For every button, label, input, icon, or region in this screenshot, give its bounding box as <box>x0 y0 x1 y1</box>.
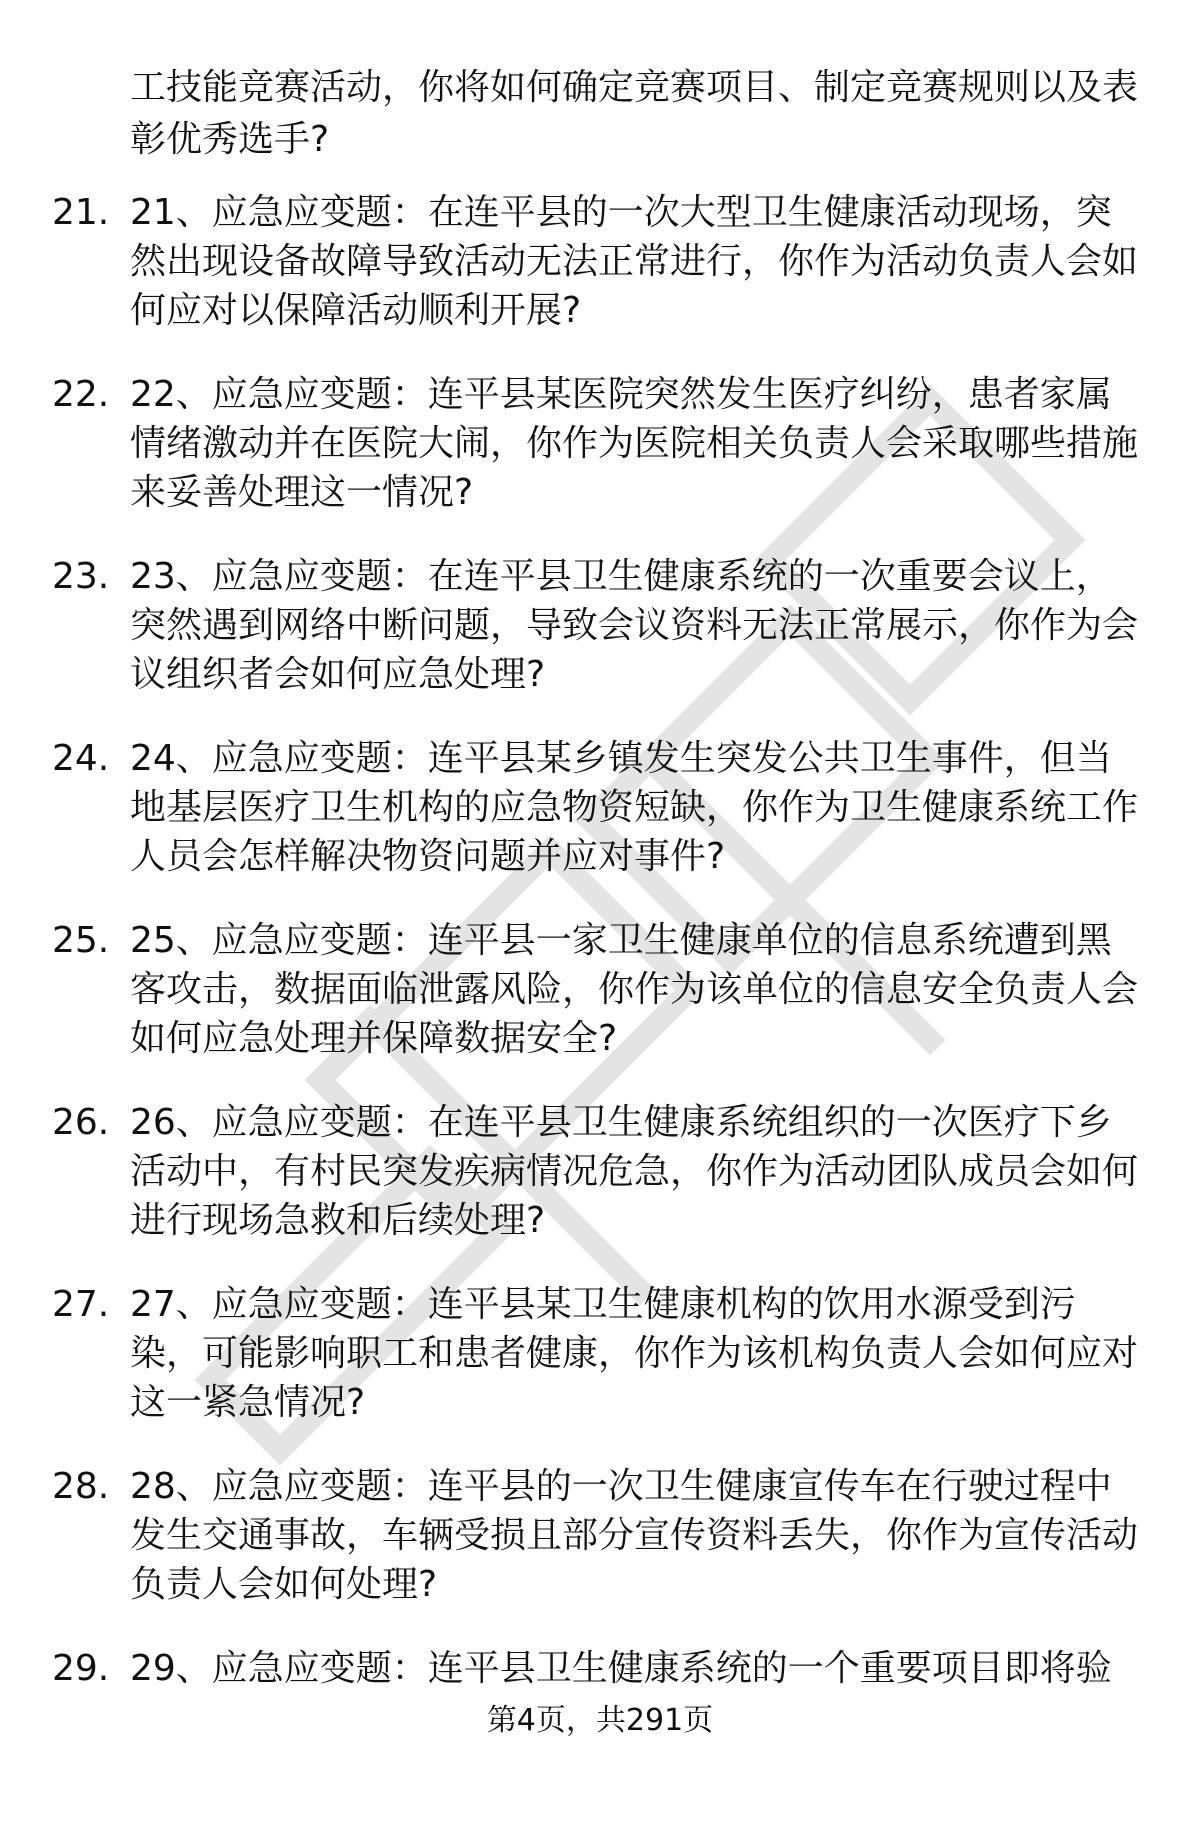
item-number: 29. <box>52 1648 110 1689</box>
item-text: 27、应急应变题：连平县某卫生健康机构的饮用水源受到污染，可能影响职工和患者健康，你作为该机构负责人会如何应对这一紧急情况? <box>130 1284 1139 1423</box>
list-item <box>0 734 1200 881</box>
item-number: 21. <box>52 192 110 233</box>
list-item <box>0 1098 1200 1245</box>
continuation-paragraph: 工技能竞赛活动，你将如何确定竞赛项目、制定竞赛规则以及表彰优秀选手? <box>130 67 1139 160</box>
item-text: 21、应急应变题：在连平县的一次大型卫生健康活动现场，突然出现设备故障导致活动无法正常进行，你作为活动负责人会如何应对以保障活动顺利开展? <box>130 192 1139 331</box>
list-item <box>0 188 1200 335</box>
list-item <box>0 552 1200 699</box>
item-text: 25、应急应变题：连平县一家卫生健康单位的信息系统遭到黑客攻击，数据面临泄露风险，你作为该单位的信息安全负责人会如何应急处理并保障数据安全? <box>130 920 1139 1059</box>
item-number: 24. <box>52 738 110 779</box>
item-text: 24、应急应变题：连平县某乡镇发生突发公共卫生事件，但当地基层医疗卫生机构的应急物资短缺，你作为卫生健康系统工作人员会怎样解决物资问题并应对事件? <box>130 738 1139 877</box>
item-number: 26. <box>52 1102 110 1143</box>
item-number: 28. <box>52 1466 110 1507</box>
question-list <box>0 188 1200 1826</box>
item-text: 29、应急应变题：连平县卫生健康系统的一个重要项目即将验 <box>130 1648 1112 1689</box>
page-footer: 第4页，共291页 <box>486 1703 714 1738</box>
list-item <box>0 916 1200 1063</box>
item-number: 27. <box>52 1284 110 1325</box>
list-item <box>0 1280 1200 1427</box>
item-number: 23. <box>52 556 110 597</box>
item-number: 25. <box>52 920 110 961</box>
item-number: 22. <box>52 374 110 415</box>
item-text: 23、应急应变题：在连平县卫生健康系统的一次重要会议上，突然遇到网络中断问题，导致会议资料无法正常展示，你作为会议组织者会如何应急处理? <box>130 556 1139 695</box>
item-text: 22、应急应变题：连平县某医院突然发生医疗纠纷，患者家属情绪激动并在医院大闹，你作为医院相关负责人会采取哪些措施来妥善处理这一情况? <box>130 374 1139 513</box>
item-text: 26、应急应变题：在连平县卫生健康系统组织的一次医疗下乡活动中，有村民突发疾病情况危急，你作为活动团队成员会如何进行现场急救和后续处理? <box>130 1102 1139 1241</box>
item-text: 28、应急应变题：连平县的一次卫生健康宣传车在行驶过程中发生交通事故，车辆受损且部分宣传资料丢失，你作为宣传活动负责人会如何处理? <box>130 1466 1139 1605</box>
list-item <box>0 1462 1200 1609</box>
list-item <box>0 370 1200 517</box>
